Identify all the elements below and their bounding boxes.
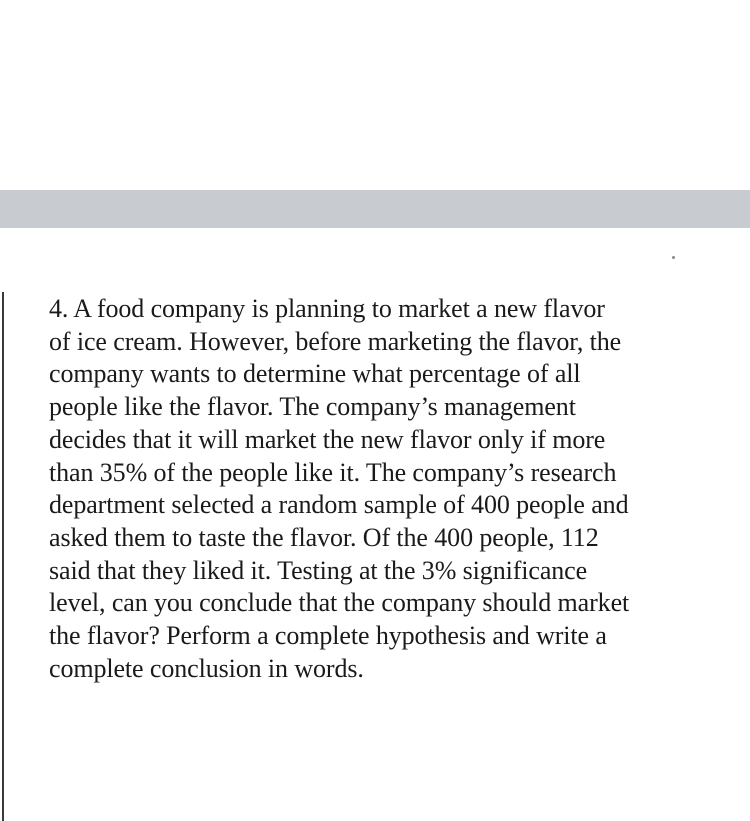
problem-line: department selected a random sample of 400 people and bbox=[49, 490, 629, 520]
page-edge-rule bbox=[2, 292, 4, 821]
separator-band bbox=[0, 190, 750, 228]
problem-line: of ice cream. However, before marketing the flavor, the bbox=[49, 326, 622, 356]
blank-header-area bbox=[0, 0, 750, 190]
problem-line: the flavor? Perform a complete hypothesis and write a bbox=[49, 621, 607, 651]
problem-line: complete conclusion in words. bbox=[49, 653, 364, 683]
problem-text bbox=[49, 293, 739, 685]
problem-line: said that they liked it. Testing at the 3% significance bbox=[49, 555, 588, 585]
problem-line: than 35% of the people like it. The company’s research bbox=[49, 457, 617, 487]
scan-speck bbox=[672, 256, 675, 259]
problem-line: level, can you conclude that the company should market bbox=[49, 588, 630, 618]
problem-line: people like the flavor. The company’s management bbox=[49, 392, 576, 422]
problem-line: asked them to taste the flavor. Of the 400 people, 112 bbox=[49, 522, 599, 552]
problem-line: 4. A food company is planning to market a new flavor bbox=[49, 294, 605, 323]
problem-line: company wants to determine what percentage of all bbox=[49, 359, 581, 389]
problem-line: decides that it will market the new flavor only if more bbox=[49, 424, 606, 454]
